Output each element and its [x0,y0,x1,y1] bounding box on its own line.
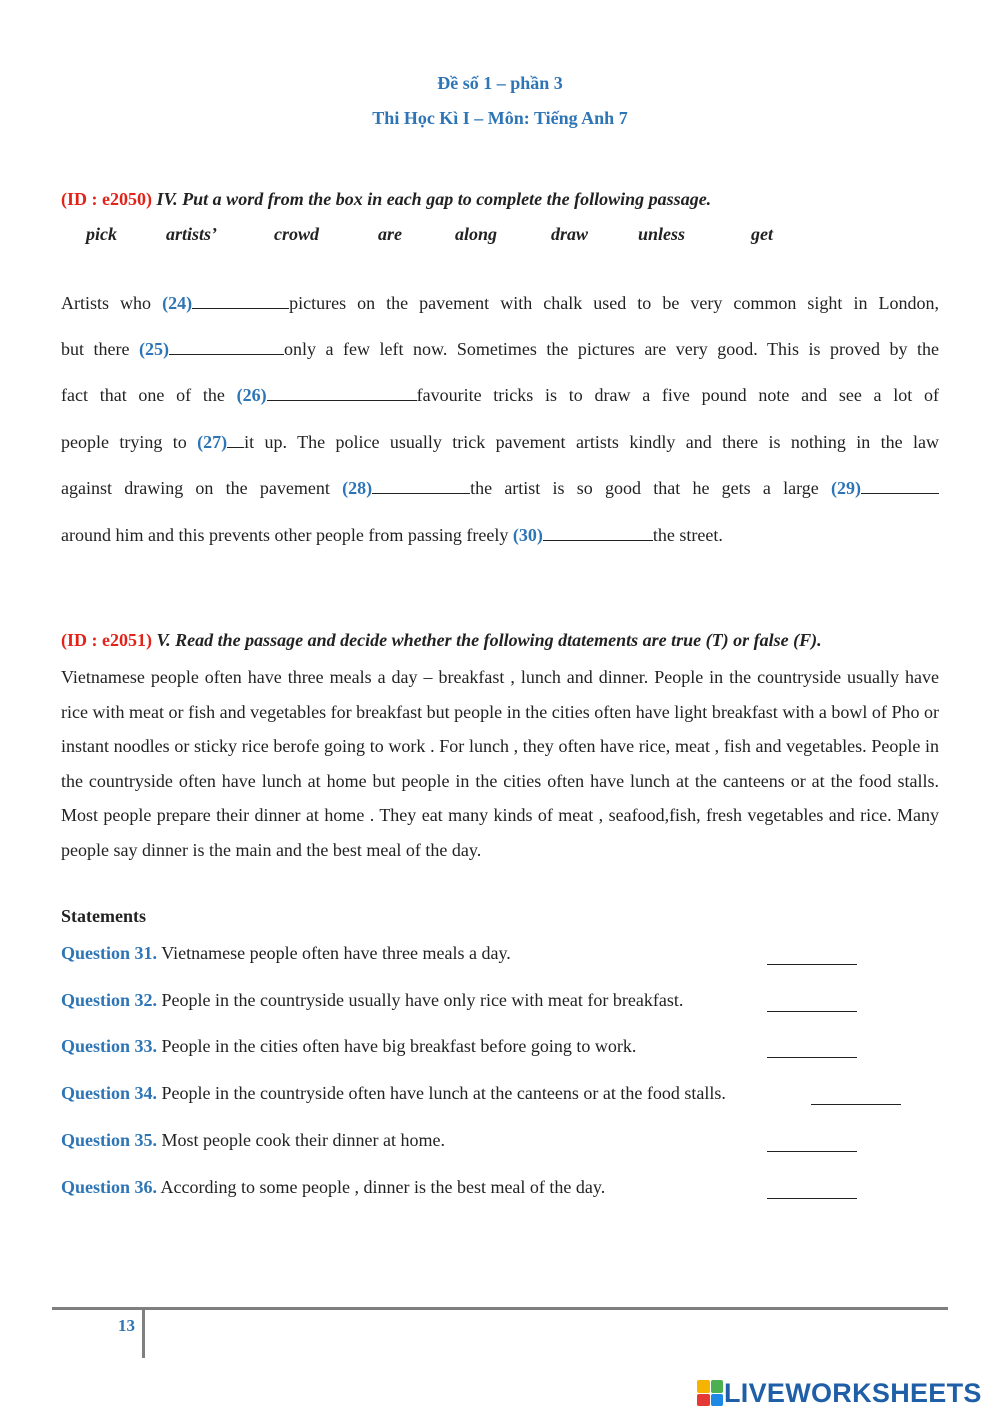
question-label: Question 36. [61,1177,158,1197]
statements-heading: Statements [61,906,146,926]
question-label: Question 34. [61,1083,158,1103]
footer-divider [52,1307,948,1310]
gap-number: (30) [512,525,543,545]
answer-blank-34[interactable] [811,1103,901,1105]
question-35 [61,1130,445,1151]
section-v-instruction: V. Read the passage and decide whether the following dtatements are true (T) or false (F). [151,630,822,650]
word-box [86,224,791,245]
gap-blank[interactable] [267,385,417,401]
question-36 [61,1177,605,1198]
passage-line [61,478,939,499]
passage-line [61,385,939,406]
gap-blank[interactable] [372,478,470,494]
section-iv-heading [61,189,711,210]
question-34 [61,1083,726,1104]
word-box-item: draw [551,224,589,244]
gap-number: (27) [197,432,228,452]
passage-text: people trying to [61,432,198,452]
word-box-item: are [378,224,402,244]
passage-text: around him and this prevents other people from passing freely [61,525,513,545]
liveworksheets-logo-icon [697,1380,723,1406]
gap-blank[interactable] [543,525,653,541]
page-title: Đề số 1 – phần 3 [437,73,563,93]
answer-blank-36[interactable] [767,1197,857,1199]
gap-blank[interactable] [169,339,284,355]
passage-text: it up. The police usually trick pavement artists kindly and there is nothing in the law [244,432,939,452]
question-text: According to some people , dinner is the best meal of the day. [157,1177,606,1197]
passage-text: against drawing on the pavement [61,478,343,498]
word-box-item: along [455,224,498,244]
question-label: Question 33. [61,1036,158,1056]
question-text: People in the countryside often have lunch at the canteens or at the food stalls. [157,1083,726,1103]
answer-blank-35[interactable] [767,1150,857,1152]
answer-blank-33[interactable] [767,1056,857,1058]
liveworksheets-brand: LIVEWORKSHEETS [724,1378,982,1408]
passage-text: only a few left now. Sometimes the pictures are very good. This is proved by the [284,339,939,359]
gap-blank[interactable] [227,432,244,448]
answer-blank-32[interactable] [767,1010,857,1012]
gap-number: (29) [831,478,862,498]
question-text: People in the cities often have big breakfast before going to work. [157,1036,637,1056]
question-label: Question 31. [61,943,158,963]
gap-number: (26) [236,385,267,405]
passage-line [61,339,939,360]
passage-text: Artists who [61,293,163,313]
gap-number: (25) [139,339,169,359]
liveworksheets-logo [697,1378,982,1408]
passage-text: pictures on the pavement with chalk used to be very common sight in London, [289,293,939,313]
section-v-id: (ID : e2051) [61,630,152,650]
gap-number: (24) [162,293,193,313]
page-number: 13 [118,1316,135,1335]
question-33 [61,1036,636,1057]
passage-text: fact that one of the [61,385,237,405]
passage-text: favourite tricks is to draw a five pound note and see a lot of [416,385,939,405]
footer-divider-vertical [142,1310,145,1358]
gap-number: (28) [342,478,373,498]
question-32 [61,990,683,1011]
gap-blank[interactable] [861,478,939,494]
passage-text: but there [61,339,139,359]
question-label: Question 35. [61,1130,158,1150]
word-box-item: get [751,224,773,244]
passage-line [61,525,939,546]
reading-passage: Vietnamese people often have three meals a day – breakfast , lunch and dinner. People in the countryside usually have rice with meat or fish and vegetables for breakfast but people in the cities often have light breakfast with a bowl of Pho or instant noodles or sticky rice berofe going to work . For lunch , they often have rice, meat , fish and vegetables. People in the countryside often have lunch at home but people in the cities often have lunch at the canteens or at the food stalls. Most people prepare their dinner at home . They eat many kinds of meat , seafood,fish, fresh vegetables and rice. Many people say dinner is the main and the best meal of the day. [61,667,939,860]
question-label: Question 32. [61,990,158,1010]
word-box-item: crowd [274,224,319,244]
passage-text: the street. [652,525,723,545]
section-v-heading [61,630,822,651]
word-box-item: pick [86,224,117,244]
section-iv-instruction: IV. Put a word from the box in each gap to complete the following passage. [151,189,712,209]
answer-blank-31[interactable] [767,963,857,965]
word-box-item: unless [638,224,686,244]
section-iv-id: (ID : e2050) [61,189,152,209]
passage-line [61,432,939,453]
passage-line [61,293,939,314]
word-box-item: artists’ [166,224,218,244]
passage-text: the artist is so good that he gets a large [470,478,832,498]
question-31 [61,943,511,964]
page-subtitle: Thi Học Kì I – Môn: Tiếng Anh 7 [372,108,628,128]
question-text: Most people cook their dinner at home. [157,1130,445,1150]
gap-blank[interactable] [192,293,289,309]
question-text: Vietnamese people often have three meals a day. [157,943,511,963]
question-text: People in the countryside usually have only rice with meat for breakfast. [157,990,684,1010]
